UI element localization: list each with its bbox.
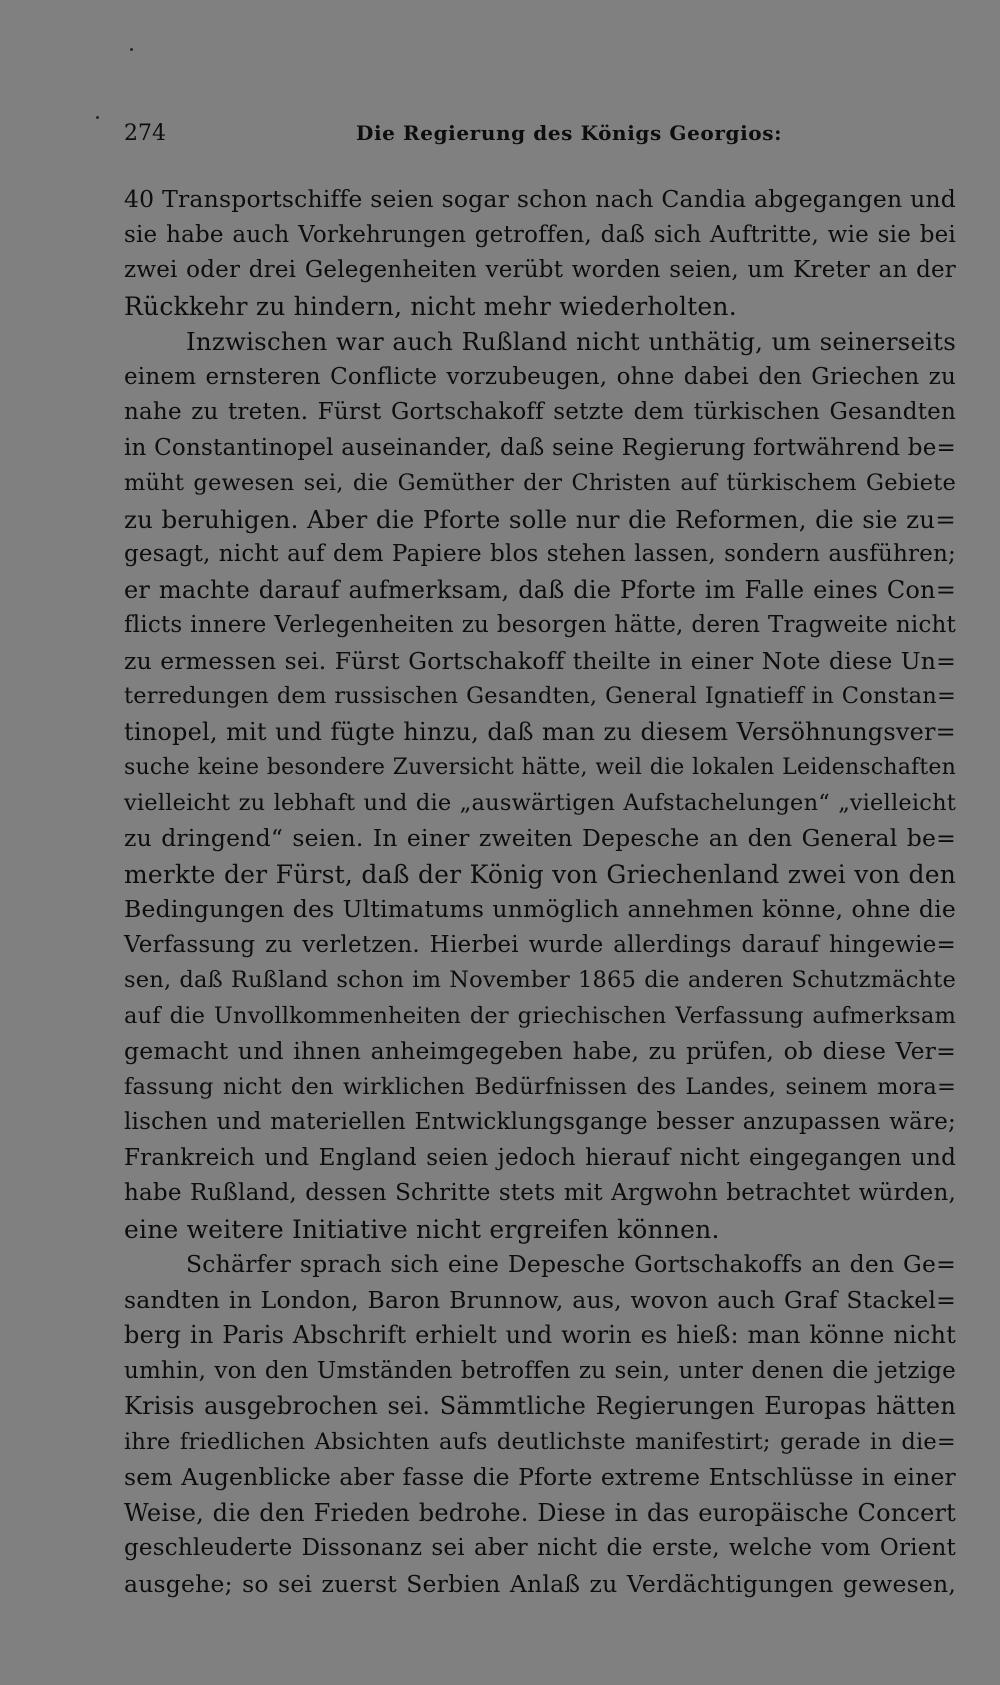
text-line: gemacht und ihnen anheimgegeben habe, zu prüfen, ob diese Ver= — [124, 1037, 956, 1065]
text-line: zu ermessen sei. Fürst Gortschakoff theilte in einer Note diese Un= — [124, 646, 956, 675]
text-line: berg in Paris Abschrift erhielt und worin es hieß: man könne nicht — [124, 1321, 956, 1349]
text-line: lischen und materiellen Entwicklungsgange besser anzupassen wäre; — [124, 1109, 956, 1135]
scan-speck — [130, 48, 133, 51]
running-head: Die Regierung des Königs Georgios: — [356, 121, 783, 145]
text-line: fassung nicht den wirklichen Bedürfnissen des Landes, seinem mora= — [124, 1073, 956, 1100]
text-line: nahe zu treten. Fürst Gortschakoff setzte dem türkischen Gesandten — [124, 399, 956, 425]
text-line: sem Augenblicke aber fasse die Pforte extreme Entschlüsse in einer — [124, 1463, 956, 1491]
text-line: sandten in London, Baron Brunnow, aus, wovon auch Graf Stackel= — [124, 1285, 956, 1314]
text-line: Rückkehr zu hindern, nicht mehr wiederholten. — [124, 291, 737, 321]
text-line: habe Rußland, dessen Schritte stets mit Argwohn betrachtet würden, — [124, 1180, 956, 1206]
text-line: sen, daß Rußland schon im November 1865 die anderen Schutzmächte — [124, 967, 956, 993]
text-line: einem ernsteren Conflicte vorzubeugen, ohne dabei den Griechen zu — [124, 363, 956, 390]
paragraph-first-line: Schärfer sprach sich eine Depesche Gortschakoffs an den Ge= — [186, 1250, 956, 1278]
page-number: 274 — [124, 121, 166, 146]
text-line: zwei oder drei Gelegenheiten verübt worden seien, um Kreter an der — [124, 257, 956, 283]
body-text — [124, 182, 956, 1602]
text-line: 40 Transportschiffe seien sogar schon nach Candia abgegangen und — [124, 185, 956, 213]
text-line: Weise, die den Frieden bedrohe. Diese in das europäische Concert — [124, 1498, 956, 1527]
text-line: umhin, von den Umständen betroffen zu sein, unter denen die jetzige — [124, 1357, 956, 1384]
text-line: tinopel, mit und fügte hinzu, daß man zu diesem Versöhnungsver= — [124, 717, 956, 746]
text-line: er machte darauf aufmerksam, daß die Pforte im Falle eines Con= — [124, 575, 956, 604]
text-line: zu dringend“ seien. In einer zweiten Depesche an den General be= — [124, 824, 956, 852]
text-line: Krisis ausgebrochen sei. Sämmtliche Regierungen Europas hätten — [124, 1392, 956, 1420]
text-line: terredungen dem russischen Gesandten, General Ignatieff in Constan= — [124, 683, 956, 709]
text-line: Verfassung zu verletzen. Hierbei wurde allerdings darauf hingewie= — [124, 931, 956, 958]
text-line: geschleuderte Dissonanz sei aber nicht die erste, welche vom Orient — [124, 1535, 956, 1561]
text-line: gesagt, nicht auf dem Papiere blos stehen lassen, sondern ausführen; — [124, 541, 956, 567]
text-line: ausgehe; so sei zuerst Serbien Anlaß zu Verdächtigungen gewesen, — [124, 1569, 956, 1598]
text-line: ihre friedlichen Absichten aufs deutlichste manifestirt; gerade in die= — [124, 1428, 956, 1455]
text-line: Frankreich und England seien jedoch hierauf nicht eingegangen und — [124, 1144, 956, 1171]
paragraph-first-line: Inzwischen war auch Rußland nicht unthätig, um seinerseits — [186, 327, 956, 356]
text-line: sie habe auch Vorkehrungen getroffen, daß sich Auftritte, wie sie bei — [124, 221, 956, 248]
text-line: eine weitere Initiative nicht ergreifen können. — [124, 1214, 720, 1244]
text-line: in Constantinopel auseinander, daß seine Regierung fortwährend be= — [124, 434, 956, 461]
scan-speck — [96, 116, 99, 119]
text-line: merkte der Fürst, daß der König von Griechenland zwei von den — [124, 859, 956, 889]
text-line: flicts innere Verlegenheiten zu besorgen hätte, deren Tragweite nicht — [124, 612, 956, 638]
text-line: suche keine besondere Zuversicht hätte, weil die lokalen Leidenschaften — [124, 755, 956, 780]
text-line: müht gewesen sei, die Gemüther der Christen auf türkischem Gebiete — [124, 470, 956, 496]
text-line: Bedingungen des Ultimatums unmöglich annehmen könne, ohne die — [124, 895, 956, 923]
text-line: auf die Unvollkommenheiten der griechischen Verfassung aufmerksam — [124, 1002, 956, 1029]
page-header — [124, 121, 960, 157]
text-line: vielleicht zu lebhaft und die „auswärtigen Aufstachelungen“ „vielleicht — [124, 789, 956, 816]
text-line: zu beruhigen. Aber die Pforte solle nur die Reformen, die sie zu= — [124, 504, 956, 534]
